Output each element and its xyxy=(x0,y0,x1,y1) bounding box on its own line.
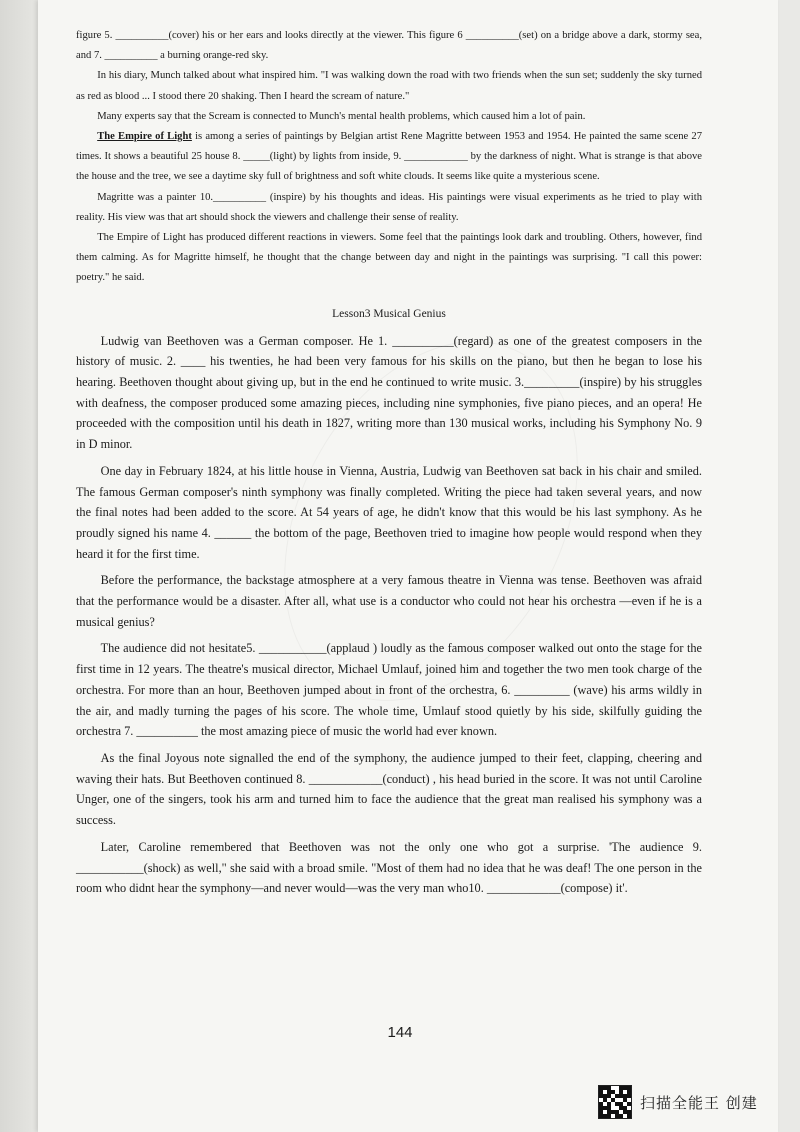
paragraph-february-1824: One day in February 1824, at his little house in Vienna, Austria, Ludwig van Beethoven sat back in his chair and smiled. The famous German composer's ninth symphony was finally completed. Writing the piece had taken several years, and now the final notes had been added to the score. At 54 years of age, he didn't know that this would be his last symphony. As he proudly signed his name 4. ______ the bottom of the page, Beethoven tried to imagine how people would respond when they heard it for the first time. xyxy=(76,463,702,561)
art-reading-section xyxy=(76,26,702,289)
paragraph-reactions: The Empire of Light has produced different reactions in viewers. Some feel that the paintings look dark and troubling. Others, however, find them calming. As for Magritte himself, he thought that the change between day and night in the paintings was surprising. "I call this power: poetry." he said. xyxy=(76,232,702,284)
paragraph-empire-of-light xyxy=(76,127,702,188)
scanner-brand-text: 扫描全能王 创建 xyxy=(640,1093,758,1112)
paragraph-experts: Many experts say that the Scream is connected to Munch's mental health problems, which caused him a lot of pain. xyxy=(97,110,586,122)
qr-code-icon xyxy=(598,1085,632,1119)
artwork-title: The Empire of Light xyxy=(97,131,192,143)
beethoven-reading-section xyxy=(76,331,702,899)
paragraph-munch-diary: In his diary, Munch talked about what inspired him. "I was walking down the road with two friends when the sun set; suddenly the sky turned as red as blood ... I stood there 20 shaking. Then I heard the scream of nature." xyxy=(76,70,702,102)
paragraph-caroline: Later, Caroline remembered that Beethoven was not the only one who got a surprise. 'The audience 9. ___________(shock) as well," she said with a broad smile. "Most of them had no idea that he was deaf! The one person in the room who didnt hear the symphony—and never would—was the very man who10. ____________(compose) it'. xyxy=(76,839,702,896)
document-content xyxy=(76,26,702,899)
paragraph-beethoven-intro: Ludwig van Beethoven was a German composer. He 1. __________(regard) as one of the greatest composers in the history of music. 2. ____ his twenties, he had been very famous for his skills on the piano, but then he began to lose his hearing. Beethoven thought about giving up, but in the end he continued to write music. 3._________(inspire) by his struggles with deafness, the composer produced some amazing pieces, including nine symphonies, five piano pieces, and an opera! He proceeded with the composition until his death in 1827, writing more than 130 musical works, including his Symphony No. 9 in D minor. xyxy=(76,333,702,452)
scanner-brand-mark xyxy=(598,1085,758,1119)
paragraph-magritte: Magritte was a painter 10.__________ (inspire) by his thoughts and ideas. His paintings were visual experiments as he tried to play with reality. His view was that art should shock the viewers and challenge their sense of reality. xyxy=(76,191,702,223)
paragraph-scream-figure: figure 5. __________(cover) his or her ears and looks directly at the viewer. This figure 6 __________(set) on a bridge above a dark, stormy sea, and 7. __________ a burning orange-red sky. xyxy=(76,30,702,62)
scan-left-edge xyxy=(0,0,38,1132)
lesson-title: Lesson3 Musical Genius xyxy=(332,307,446,320)
paragraph-final-note: As the final Joyous note signalled the end of the symphony, the audience jumped to their feet, clapping, cheering and waving their hats. But Beethoven continued 8. ____________(conduct) , his head buried in the score. It was not until Caroline Unger, one of the singers, took his arm and turned him to face the audience that the great man realised his symphony was a success. xyxy=(76,751,702,828)
page-number: 144 xyxy=(387,1024,413,1041)
paragraph-audience: The audience did not hesitate5. ___________(applaud ) loudly as the famous composer walked out onto the stage for the first time in 12 years. The theatre's musical director, Michael Umlauf, joined him and together the two men took charge of the orchestra. For more than an hour, Beethoven jumped about in front of the orchestra, 6. _________ (wave) his arms wildly in the air, and madly turning the pages of his score. The whole time, Umlauf stood quietly by his side, skilfully guiding the orchestra 7. __________ the most amazing piece of music the world had ever known. xyxy=(76,641,702,739)
paragraph-empire-text: is among a series of paintings by Belgian artist Rene Magritte between 1953 and 1954. He painted the same scene 27 times. It shows a beautiful 25 house 8. _____(light) by lights from inside, 9. ____________ by the darkness of night. What is strange is that above the house and the tree, we see a daytime sky full of brightness and soft white clouds. It seems like quite a mysterious scene. xyxy=(76,131,703,183)
paragraph-backstage: Before the performance, the backstage atmosphere at a very famous theatre in Vienna was tense. Beethoven was afraid that the performance would be a disaster. After all, what use is a conductor who could not hear his orchestra —even if he is a musical genius? xyxy=(76,573,702,629)
